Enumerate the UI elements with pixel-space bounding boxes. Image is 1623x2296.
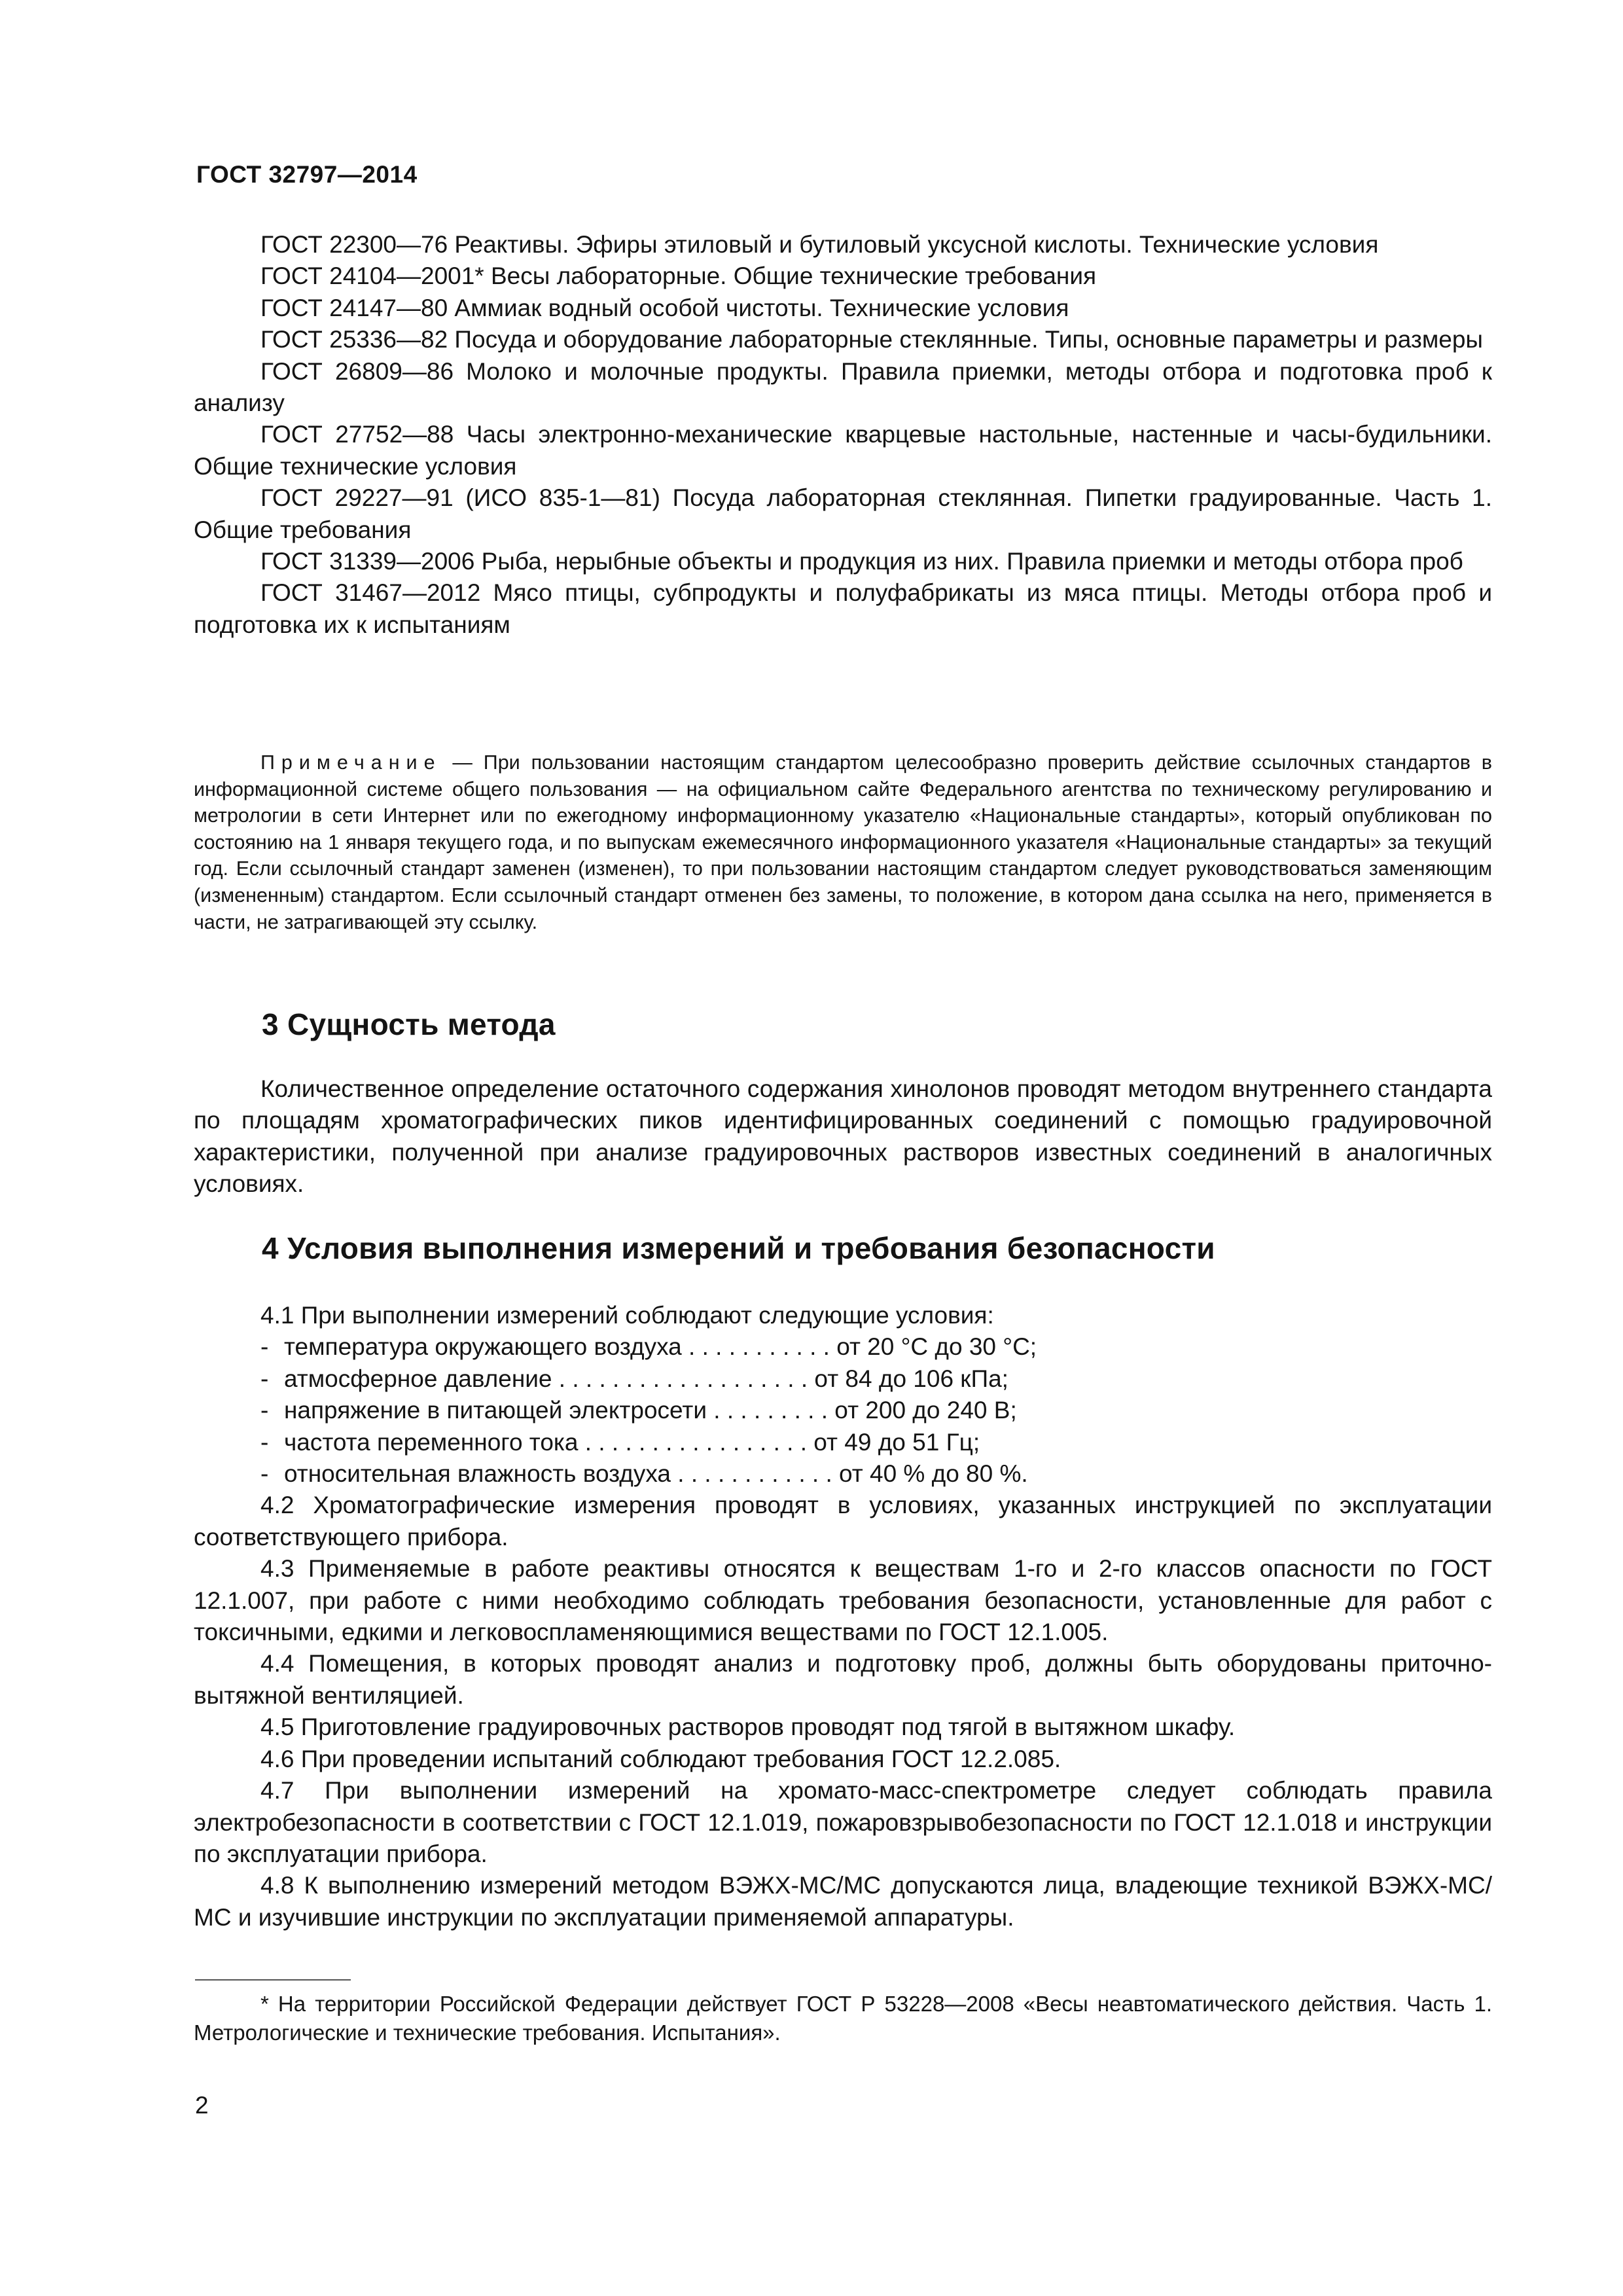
reference-item: ГОСТ 24147—80 Аммиак водный особой чистоты. Технические условия [260, 294, 1069, 321]
section-4-paragraph: 4.6 При проведении испытаний соблюдают требования ГОСТ 12.2.085. [260, 1745, 1061, 1772]
condition-item: - атмосферное давление . . . . . . . . . . . . . . . . . . . от 84 до 106 кПа; [260, 1365, 1008, 1392]
note-text: — При пользовании настоящим стандартом целесообразно проверить действие ссылочных стандартов в информационной системе общего пользования — на официальном сайте Федерального агентства по техническому регулированию и метрологии в сети Интернет или по ежегодному информационному указателю «Национальные стандарты», который опубликован по состоянию на 1 января текущего года, и по выпускам ежемесячного информационного указателя «Национальные стандарты» за текущий год. Если ссылочный стандарт заменен (изменен), то при пользовании настоящим стандартом следует руководствоваться заменяющим (измененным) стандартом. Если ссылочный стандарт отменен без замены, то положение, в котором дана ссылка на него, применяется в части, не затрагивающей эту ссылку. [194, 751, 1492, 933]
note-block [194, 749, 1492, 935]
reference-item: ГОСТ 26809—86 Молоко и молочные продукты. Правила приемки, методы отбора и подготовка проб к анализу [194, 357, 1492, 417]
note-paragraph [194, 749, 1492, 935]
section-4-paragraph: 4.7 При выполнении измерений на хромато-масс-спектрометре следует соблюдать правила электробезопасности в соответствии с ГОСТ 12.1.019, пожаровзрывобезопасности по ГОСТ 12.1.018 и инструкции по эксплуатации прибора. [194, 1777, 1492, 1867]
footnote-separator [195, 1979, 351, 1981]
reference-item: ГОСТ 27752—88 Часы электронно-механические кварцевые настольные, настенные и часы-будильники. Общие технические условия [194, 421, 1492, 480]
section-4-paragraph: 4.5 Приготовление градуировочных растворов проводят под тягой в вытяжном шкафу. [260, 1713, 1236, 1741]
reference-item: ГОСТ 31339—2006 Рыба, нерыбные объекты и продукция из них. Правила приемки и методы отбора проб [260, 548, 1463, 575]
section-4-body [194, 1300, 1492, 1933]
reference-item: ГОСТ 29227—91 (ИСО 835-1—81) Посуда лабораторная стеклянная. Пипетки градуированные. Часть 1. Общие требования [194, 484, 1492, 543]
page-number: 2 [195, 2092, 209, 2119]
document-header: ГОСТ 32797—2014 [196, 161, 418, 188]
note-label: Примечание [260, 751, 442, 774]
footnote-text: * На территории Российской Федерации действует ГОСТ Р 53228—2008 «Весы неавтоматического действия. Часть 1. Метрологические и технические требования. Испытания». [194, 1992, 1492, 2045]
reference-item: ГОСТ 22300—76 Реактивы. Эфиры этиловый и бутиловый уксусной кислоты. Технические условия [260, 231, 1379, 258]
section-4-intro: 4.1 При выполнении измерений соблюдают следующие условия: [260, 1302, 994, 1329]
section-4-paragraph: 4.8 К выполнению измерений методом ВЭЖХ-МС/МС допускаются лица, владеющие техникой ВЭЖХ-МС/МС и изучившие инструкции по эксплуатации применяемой аппаратуры. [194, 1872, 1492, 1931]
section-3-body [194, 1073, 1492, 1200]
section-4-title: 4 Условия выполнения измерений и требования безопасности [262, 1231, 1215, 1265]
normative-references [194, 229, 1492, 641]
conditions-list [194, 1331, 1492, 1490]
section-4-paragraph: 4.2 Хроматографические измерения проводят в условиях, указанных инструкцией по эксплуатации соответствующего прибора. [194, 1492, 1492, 1551]
condition-item: - частота переменного тока . . . . . . . . . . . . . . . . . от 49 до 51 Гц; [260, 1428, 980, 1456]
reference-item: ГОСТ 24104—2001* Весы лабораторные. Общие технические требования [260, 262, 1097, 290]
condition-item: - температура окружающего воздуха . . . . . . . . . . . от 20 °С до 30 °С; [260, 1333, 1037, 1361]
footnote [194, 1990, 1492, 2047]
section-3-paragraph: Количественное определение остаточного содержания хинолонов проводят методом внутреннего стандарта по площадям хроматографических пиков идентифицированных соединений с помощью градуировочной характеристики, полученной при анализе градуировочных растворов известных соединений в аналогичных условиях. [194, 1075, 1492, 1198]
condition-item: - напряжение в питающей электросети . . . . . . . . . от 200 до 240 В; [260, 1397, 1017, 1424]
section-3-title: 3 Сущность метода [262, 1007, 556, 1041]
section-4-paragraph: 4.3 Применяемые в работе реактивы относятся к веществам 1-го и 2-го классов опасности по ГОСТ 12.1.007, при работе с ними необходимо соблюдать требования безопасности, установленные для работ с токсичными, едкими и легковоспламеняющимися веществами по ГОСТ 12.1.005. [194, 1555, 1492, 1646]
reference-item: ГОСТ 25336—82 Посуда и оборудование лабораторные стеклянные. Типы, основные параметры и размеры [260, 326, 1484, 353]
reference-item: ГОСТ 31467—2012 Мясо птицы, субпродукты и полуфабрикаты из мяса птицы. Методы отбора проб и подготовка их к испытаниям [194, 579, 1492, 638]
condition-item: - относительная влажность воздуха . . . . . . . . . . . . от 40 % до 80 %. [260, 1460, 1028, 1488]
section-4-paragraph: 4.4 Помещения, в которых проводят анализ и подготовку проб, должны быть оборудованы приточно-вытяжной вентиляцией. [194, 1650, 1492, 1709]
